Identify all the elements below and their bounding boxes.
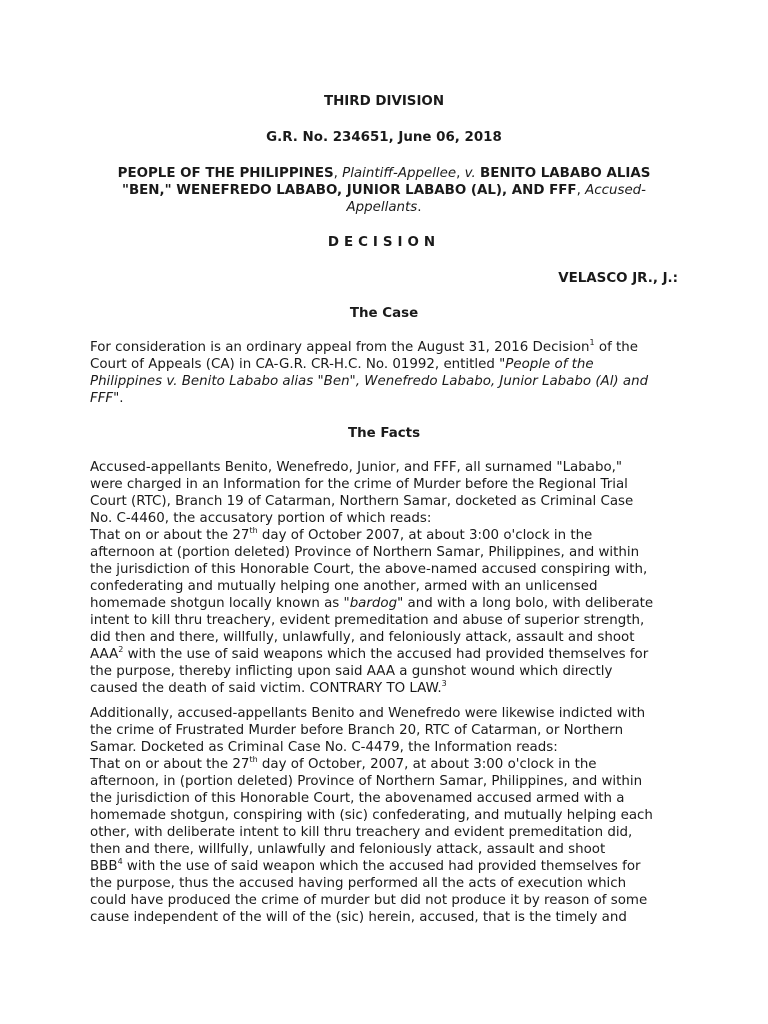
facts-paragraph-line: No. C-4460, the accusatory portion of which reads: bbox=[90, 511, 432, 526]
case-paragraph-line: Philippines v. Benito Lababo alias "Ben", Wenefredo Lababo, Junior Lababo (Al) and bbox=[90, 374, 649, 389]
footnote-ref[interactable]: 4 bbox=[117, 857, 123, 866]
footnote-ref[interactable]: 2 bbox=[118, 645, 124, 654]
information-line: then and there, willfully, unlawfully and feloniously attack, assault and shoot bbox=[90, 842, 606, 857]
section-heading-the-facts: The Facts bbox=[347, 426, 421, 441]
information-line: homemade shotgun, conspiring with (sic) confederating, and mutually helping each bbox=[90, 808, 653, 823]
information-line: could have produced the crime of murder but did not produce it by reason of some bbox=[90, 893, 648, 908]
section-heading-the-case: The Case bbox=[349, 306, 419, 321]
information-line: AAA$^2$ with the use of said weapons which the accused had provided themselves for bbox=[90, 645, 649, 662]
facts-paragraph-line: Court (RTC), Branch 19 of Catarman, Northern Samar, docketed as Criminal Case bbox=[90, 494, 634, 509]
information-line: That on or about the 27th day of October, 2007, at about 3:00 o'clock in the bbox=[90, 755, 597, 772]
case-caption-line-3: Appellants. bbox=[346, 200, 422, 215]
information-line: the jurisdiction of this Honorable Court, the abovenamed accused armed with a bbox=[90, 791, 625, 806]
information-line: homemade shotgun locally known as "bardog" and with a long bolo, with deliberate bbox=[90, 596, 654, 611]
information-line: the purpose, thus the accused having performed all the acts of execution which bbox=[90, 876, 627, 891]
footnote-ref[interactable]: 3 bbox=[441, 679, 447, 688]
information-line: the purpose, thereby inflicting upon said AAA a gunshot wound which directly bbox=[90, 664, 613, 679]
gr-number: G.R. No. 234651, June 06, 2018 bbox=[266, 130, 502, 145]
information-line: other, with deliberate intent to kill thru treachery and evident premeditation did, bbox=[90, 825, 633, 840]
decision-heading: DECISION bbox=[327, 235, 441, 250]
information-line: afternoon at (portion deleted) Province of Northern Samar, Philippines, and within bbox=[90, 545, 640, 560]
facts-paragraph-line: Additionally, accused-appellants Benito and Wenefredo were likewise indicted with bbox=[90, 706, 646, 721]
information-line: did then and there, willfully, unlawfully, and feloniously attack, assault and shoot bbox=[90, 630, 635, 645]
ponente: VELASCO JR., J.: bbox=[558, 271, 678, 286]
case-caption-line-1: PEOPLE OF THE PHILIPPINES, Plaintiff-Appellee, v. BENITO LABABO ALIAS bbox=[117, 166, 651, 181]
division-heading: THIRD DIVISION bbox=[323, 94, 445, 109]
facts-paragraph-line: Samar. Docketed as Criminal Case No. C-4479, the Information reads: bbox=[90, 740, 558, 755]
case-caption-line-2: "BEN," WENEFREDO LABABO, JUNIOR LABABO (AL), AND FFF, Accused- bbox=[121, 183, 647, 198]
facts-paragraph-line: Accused-appellants Benito, Wenefredo, Junior, and FFF, all surnamed "Lababo," bbox=[90, 460, 623, 475]
information-line: the jurisdiction of this Honorable Court, the above-named accused conspiring with, bbox=[90, 562, 648, 577]
footnote-ref[interactable]: 1 bbox=[589, 338, 595, 347]
information-line: confederating and mutually helping one another, armed with an unlicensed bbox=[90, 579, 598, 594]
information-line: afternoon, in (portion deleted) Province of Northern Samar, Philippines, and within bbox=[90, 774, 643, 789]
case-paragraph-line: FFF". bbox=[90, 391, 124, 406]
information-line: BBB$^4$ with the use of said weapon which the accused had provided themselves for bbox=[90, 857, 641, 874]
information-line: cause independent of the will of the (sic) herein, accused, that is the timely and bbox=[90, 910, 627, 925]
information-line: caused the death of said victim. CONTRARY TO LAW.$^3$ bbox=[90, 679, 447, 696]
case-paragraph-line: For consideration is an ordinary appeal from the August 31, 2016 Decision$^1$ of the bbox=[90, 338, 639, 355]
case-paragraph-line: Court of Appeals (CA) in CA-G.R. CR-H.C. No. 01992, entitled "People of the bbox=[90, 357, 594, 372]
facts-paragraph-line: were charged in an Information for the crime of Murder before the Regional Trial bbox=[90, 477, 628, 492]
information-line: That on or about the 27th day of October 2007, at about 3:00 o'clock in the bbox=[90, 526, 593, 543]
information-line: intent to kill thru treachery, evident premeditation and abuse of superior strength, bbox=[90, 613, 645, 628]
facts-paragraph-line: the crime of Frustrated Murder before Branch 20, RTC of Catarman, or Northern bbox=[90, 723, 624, 738]
